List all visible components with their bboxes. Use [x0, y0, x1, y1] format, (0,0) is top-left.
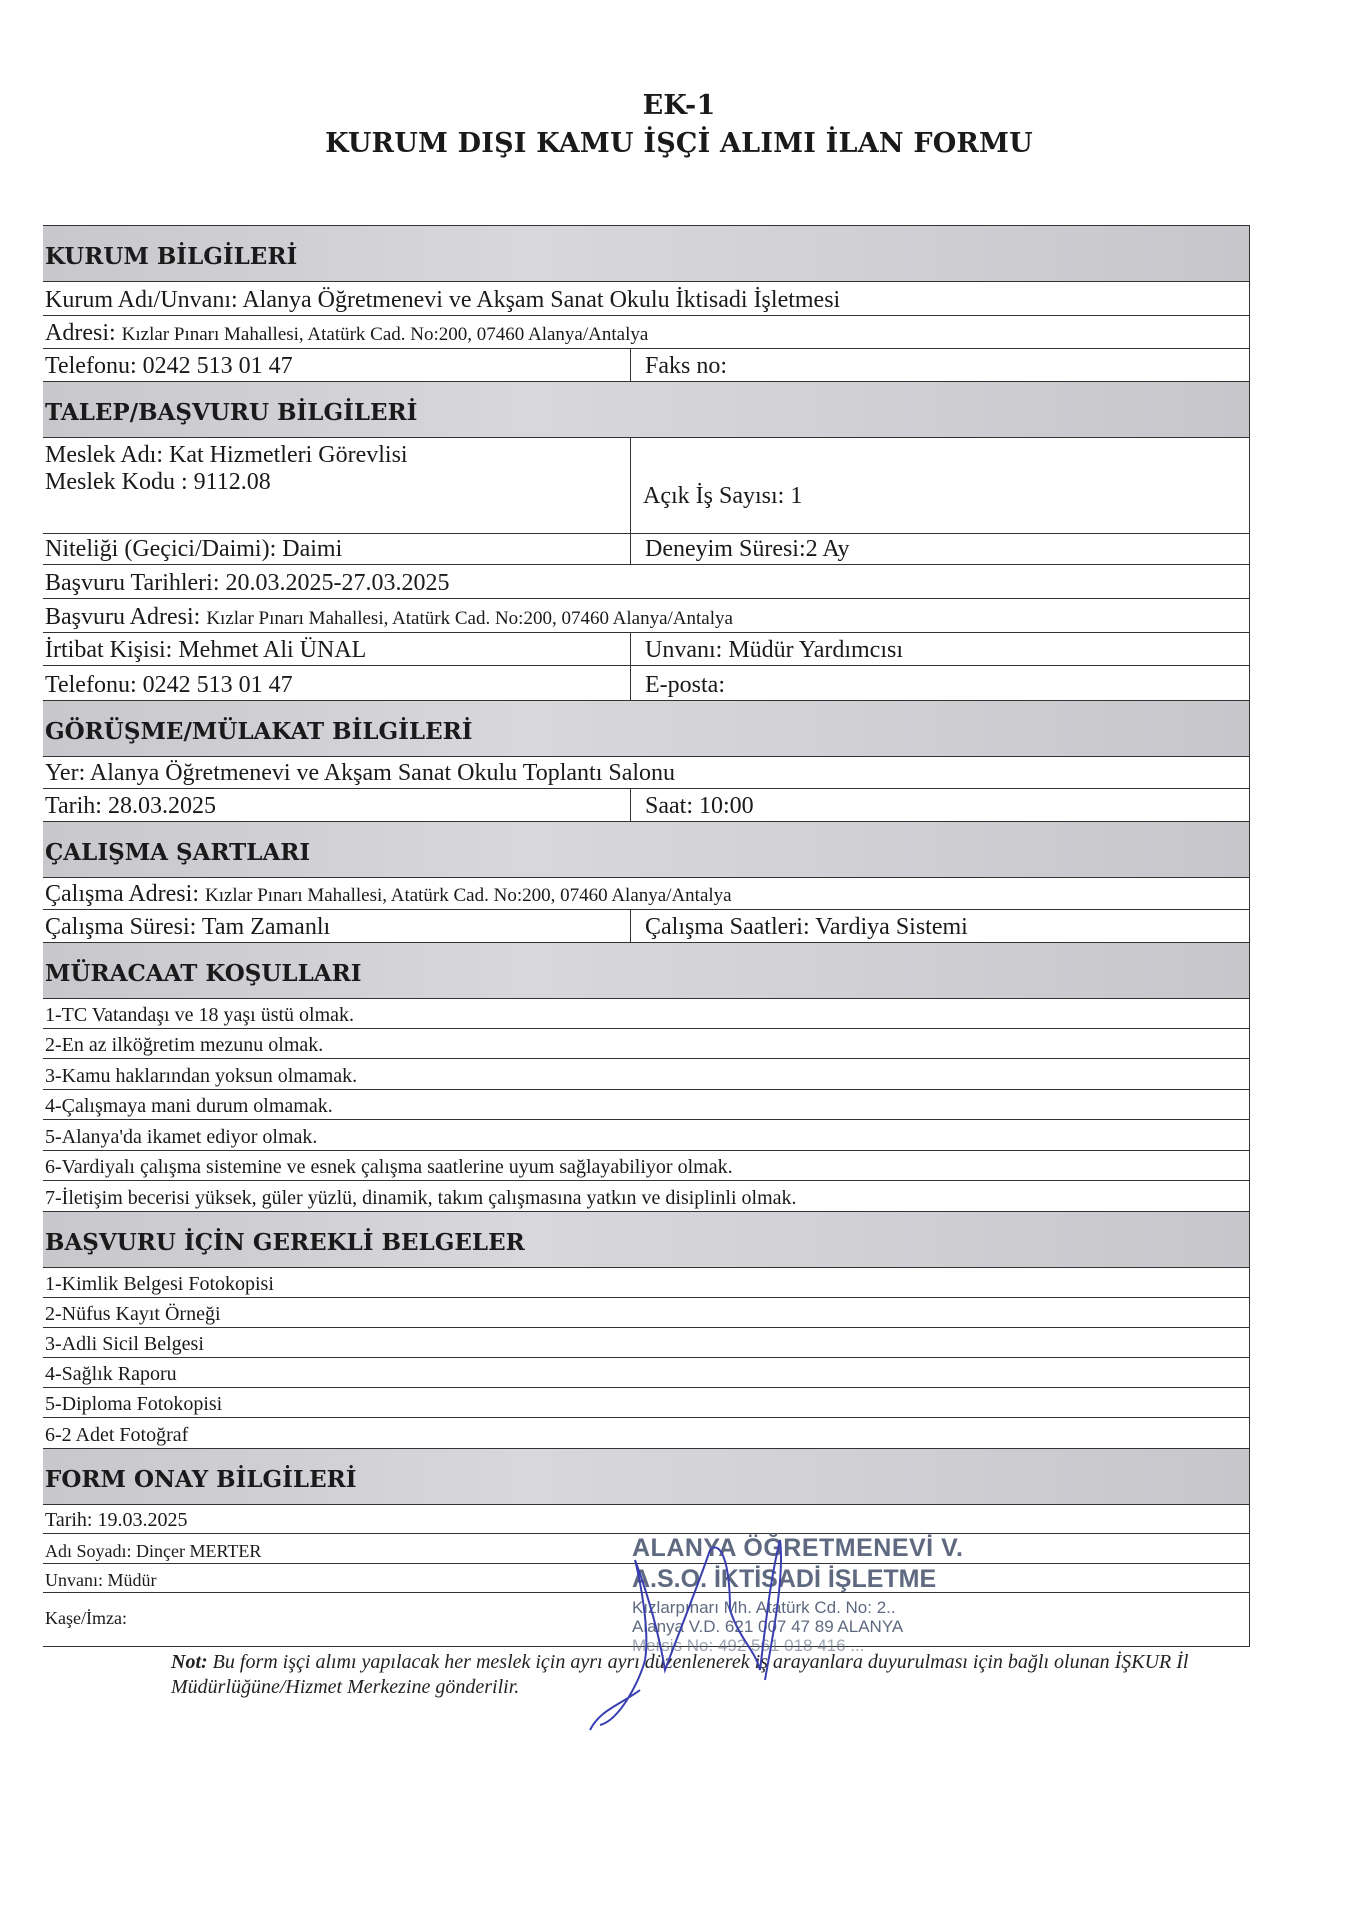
condition-item	[43, 1151, 1249, 1181]
interview-date: Tarih: 28.03.2025	[45, 793, 216, 819]
stamp-line: A.S.O. İKTİSADİ İŞLETME	[632, 1565, 937, 1593]
institution-name-row	[43, 282, 1249, 316]
field-label: Adresi:	[45, 320, 116, 346]
contact-person: İrtibat Kişisi: Mehmet Ali ÜNAL	[45, 637, 367, 663]
contact-row	[43, 633, 1249, 666]
section-heading: MÜRACAAT KOŞULLARI	[45, 960, 362, 987]
section-heading: FORM ONAY BİLGİLERİ	[45, 1466, 357, 1493]
section-calisma-header	[43, 822, 1249, 878]
condition-text: 2-En az ilköğretim mezunu olmak.	[45, 1034, 324, 1056]
application-address-row	[43, 599, 1249, 633]
contact-title: Unvanı: Müdür Yardımcısı	[645, 637, 903, 663]
stamp-label: Kaşe/İmza:	[45, 1608, 127, 1628]
condition-item	[43, 1029, 1249, 1059]
condition-item	[43, 1120, 1249, 1151]
document-item	[43, 1298, 1249, 1328]
field-label: Kurum Adı/Unvanı:	[45, 287, 238, 313]
work-address-row	[43, 878, 1249, 910]
application-dates: Başvuru Tarihleri: 20.03.2025-27.03.2025	[45, 570, 450, 596]
field-label: Çalışma Adresi:	[45, 881, 199, 907]
document-text: 1-Kimlik Belgesi Fotokopisi	[45, 1273, 274, 1295]
condition-text: 1-TC Vatandaşı ve 18 yaşı üstü olmak.	[45, 1004, 355, 1026]
contact-phone-row	[43, 666, 1249, 701]
condition-item	[43, 1181, 1249, 1212]
approval-date: Tarih: 19.03.2025	[45, 1509, 188, 1531]
interview-place-row	[43, 757, 1249, 789]
document-item	[43, 1358, 1249, 1388]
document-item	[43, 1268, 1249, 1298]
section-muracaat-header	[43, 943, 1249, 999]
institution-phone: 0242 513 01 47	[142, 353, 293, 379]
handwritten-signature	[580, 1520, 980, 1740]
institution-address: Kızlar Pınarı Mahallesi, Atatürk Cad. No:200, 07460 Alanya/Antalya	[121, 324, 649, 345]
section-heading: TALEP/BAŞVURU BİLGİLERİ	[45, 399, 418, 426]
section-belgeler-header	[43, 1212, 1249, 1268]
approver-title: Unvanı: Müdür	[45, 1570, 157, 1590]
stamp-line: Alanya V.D. 621 007 47 89 ALANYA	[632, 1617, 904, 1636]
job-code: Meslek Kodu : 9112.08	[45, 469, 271, 495]
job-nature: Niteliği (Geçici/Daimi): Daimi	[45, 536, 343, 562]
job-name: Meslek Adı: Kat Hizmetleri Görevlisi	[45, 442, 408, 468]
section-onay-header	[43, 1449, 1249, 1505]
form-title: KURUM DIŞI KAMU İŞÇİ ALIMI İLAN FORMU	[325, 128, 1033, 159]
condition-item	[43, 1090, 1249, 1120]
document-text: 5-Diploma Fotokopisi	[45, 1393, 223, 1415]
job-info-row	[43, 438, 1249, 534]
document-text: 6-2 Adet Fotoğraf	[45, 1424, 189, 1446]
institution-phone-row	[43, 349, 1249, 382]
condition-text: 7-İletişim becerisi yüksek, güler yüzlü, dinamik, takım çalışmasına yatkın ve disiplinli olmak.	[45, 1187, 797, 1209]
section-heading: BAŞVURU İÇİN GEREKLİ BELGELER	[45, 1229, 525, 1256]
document-item	[43, 1328, 1249, 1358]
institution-address-row	[43, 316, 1249, 349]
note-text: Bu form işçi alımı yapılacak her meslek için ayrı ayrı düzenlenerek iş arayanlara duyurulması için bağlı olunan İŞKUR İl Müdürlüğüne/Hizmet Merkezine gönderilir.	[171, 1651, 1189, 1698]
application-address: Kızlar Pınarı Mahallesi, Atatürk Cad. No:200, 07460 Alanya/Antalya	[206, 608, 733, 629]
document-text: 2-Nüfus Kayıt Örneği	[45, 1303, 221, 1325]
application-dates-row	[43, 565, 1249, 599]
note-label: Not:	[171, 1651, 208, 1673]
work-hours: Çalışma Saatleri: Vardiya Sistemi	[645, 914, 968, 940]
institution-name: Alanya Öğretmenevi ve Akşam Sanat Okulu İktisadi İşletmesi	[242, 287, 841, 313]
interview-place: Yer: Alanya Öğretmenevi ve Akşam Sanat Okulu Toplantı Salonu	[45, 760, 676, 786]
approver-name: Adı Soyadı: Dinçer MERTER	[45, 1541, 262, 1561]
field-label: Başvuru Adresi:	[45, 604, 201, 630]
contact-phone: Telefonu: 0242 513 01 47	[45, 672, 293, 698]
interview-datetime-row	[43, 789, 1249, 822]
condition-text: 4-Çalışmaya mani durum olmamak.	[45, 1095, 333, 1117]
experience-duration: Deneyim Süresi:2 Ay	[645, 536, 850, 562]
nature-row	[43, 534, 1249, 565]
contact-email: E-posta:	[645, 672, 725, 698]
field-label: Telefonu:	[45, 353, 137, 379]
document-text: 3-Adli Sicil Belgesi	[45, 1333, 204, 1355]
work-terms-row	[43, 910, 1249, 943]
document-text: 4-Sağlık Raporu	[45, 1363, 177, 1385]
section-heading: KURUM BİLGİLERİ	[45, 243, 298, 270]
condition-text: 6-Vardiyalı çalışma sistemine ve esnek çalışma saatlerine uyum sağlayabiliyor olmak.	[45, 1156, 733, 1178]
job-posting-form	[43, 225, 1250, 1647]
annex-label: EK-1	[642, 90, 716, 121]
condition-item	[43, 999, 1249, 1029]
condition-text: 5-Alanya'da ikamet ediyor olmak.	[45, 1126, 318, 1148]
openings-count: Açık İş Sayısı: 1	[643, 482, 803, 509]
document-item	[43, 1418, 1249, 1449]
stamp-line: ALANYA ÖĞRETMENEVİ V.	[632, 1534, 964, 1562]
condition-item	[43, 1059, 1249, 1090]
condition-text: 3-Kamu haklarından yoksun olmamak.	[45, 1065, 358, 1087]
document-item	[43, 1388, 1249, 1418]
work-duration: Çalışma Süresi: Tam Zamanlı	[45, 914, 331, 940]
stamp-line: Mersis No: 492 561 018 416 ...	[632, 1636, 865, 1655]
work-address: Kızlar Pınarı Mahallesi, Atatürk Cad. No:200, 07460 Alanya/Antalya	[204, 885, 732, 906]
fax-label: Faks no:	[645, 353, 728, 379]
section-heading: ÇALIŞMA ŞARTLARI	[45, 839, 311, 866]
section-heading: GÖRÜŞME/MÜLAKAT BİLGİLERİ	[45, 718, 473, 745]
section-kurum-header	[43, 226, 1249, 282]
stamp-line: Kızlarpınarı Mh. Atatürk Cd. No: 2..	[632, 1598, 896, 1617]
interview-time: Saat: 10:00	[645, 793, 754, 819]
section-talep-header	[43, 382, 1249, 438]
section-gorusme-header	[43, 701, 1249, 757]
